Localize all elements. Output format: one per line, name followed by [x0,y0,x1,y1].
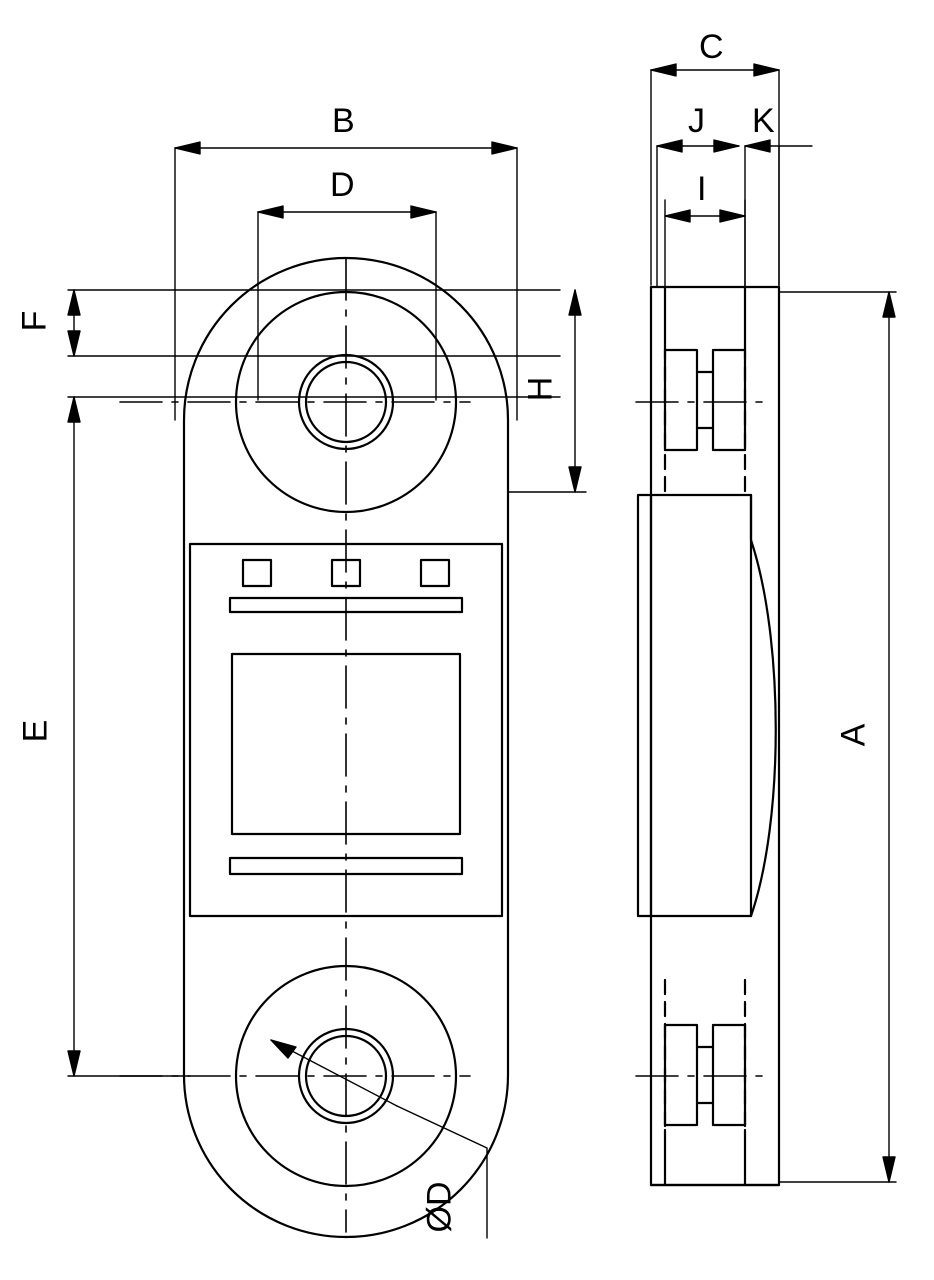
dimension-label-diameter-D: ØD [420,1181,459,1233]
dimension-label-J: J [688,102,705,140]
dimension-label-K: K [752,102,775,140]
dimension-label-I: I [697,170,707,208]
centerlines [120,258,772,1232]
dimension-label-H: H [521,376,560,402]
dimension-label-D: D [330,166,355,204]
side-view-internal-lines [638,287,776,1185]
dimension-label-A: A [834,723,873,747]
side-view-body [651,287,779,1185]
dimension-label-E: E [16,719,55,743]
dimension-label-C: C [699,28,724,66]
dimension-label-F: F [15,310,54,332]
dimension-label-B: B [332,102,355,140]
